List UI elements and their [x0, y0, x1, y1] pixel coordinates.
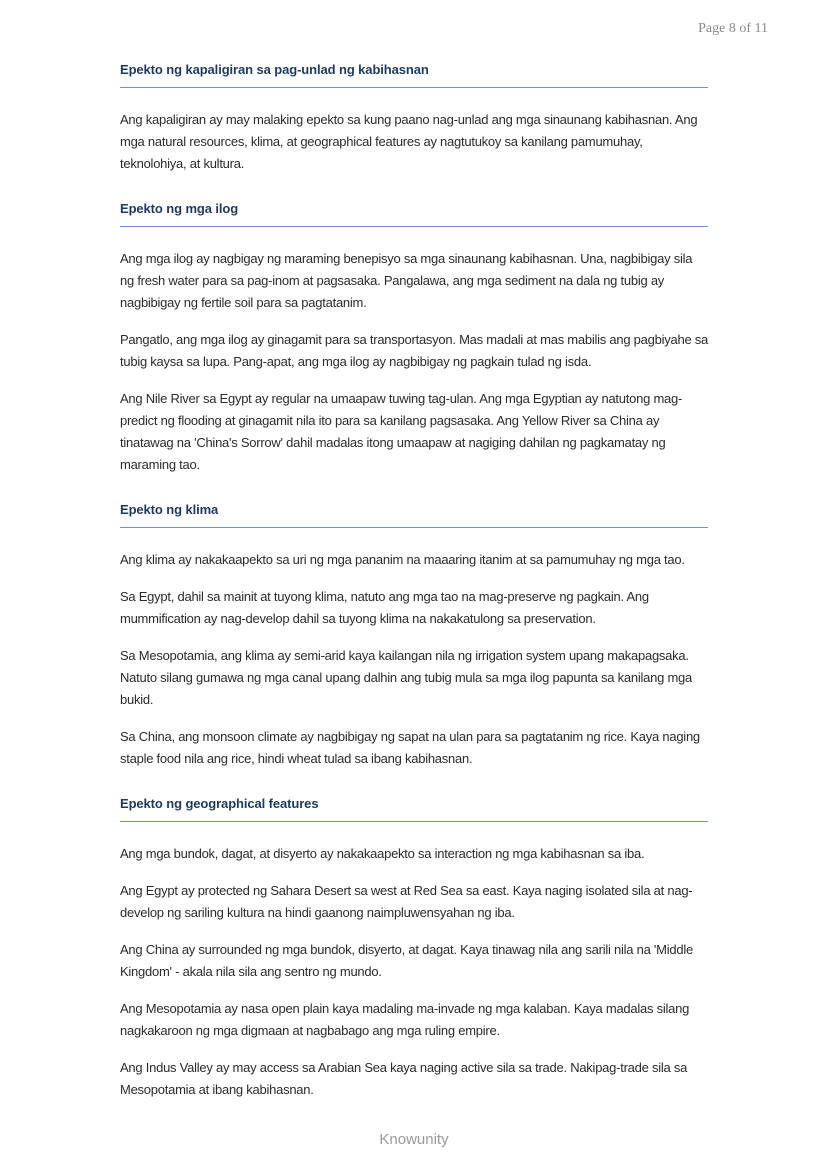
paragraph: Ang Egypt ay protected ng Sahara Desert sa west at Red Sea sa east. Kaya naging isolated sila at nag-develop ng sariling kultura na hindi gaanong naimpluwensyahan ng iba. [120, 883, 693, 920]
section [120, 201, 708, 476]
paragraph: Sa Egypt, dahil sa mainit at tuyong klima, natuto ang mga tao na mag-preserve ng pagkain. Ang mummification ay nag-develop dahil sa tuyong klima na nakakatulong sa preservation. [120, 589, 649, 626]
section-heading: Epekto ng geographical features [120, 796, 708, 822]
paragraph: Ang China ay surrounded ng mga bundok, disyerto, at dagat. Kaya tinawag nila ang sarili nila na 'Middle Kingdom' - akala nila sila ang sentro ng mundo. [120, 942, 693, 979]
section-heading: Epekto ng kapaligiran sa pag-unlad ng kabihasnan [120, 62, 708, 88]
document-content [120, 62, 708, 1101]
section [120, 796, 708, 1101]
paragraph: Ang kapaligiran ay may malaking epekto sa kung paano nag-unlad ang mga sinaunang kabihasnan. Ang mga natural resources, klima, at geographical features ay nagtutukoy sa kanilang pamumuhay, teknolohiya, at kultura. [120, 112, 698, 171]
paragraph: Ang Mesopotamia ay nasa open plain kaya madaling ma-invade ng mga kalaban. Kaya madalas silang nagkakaroon ng mga digmaan at nagbabago ang mga ruling empire. [120, 1001, 690, 1038]
paragraph: Ang klima ay nakakaapekto sa uri ng mga pananim na maaaring itanim at sa pamumuhay ng mga tao. [120, 552, 685, 567]
footer-brand: Knowunity [379, 1131, 449, 1148]
paragraph: Ang Indus Valley ay may access sa Arabian Sea kaya naging active sila sa trade. Nakipag-trade sila sa Mesopotamia at ibang kabihasnan. [120, 1060, 688, 1097]
section-heading: Epekto ng klima [120, 502, 708, 528]
paragraph: Ang mga bundok, dagat, at disyerto ay nakakaapekto sa interaction ng mga kabihasnan sa iba. [120, 846, 645, 861]
paragraph: Sa Mesopotamia, ang klima ay semi-arid kaya kailangan nila ng irrigation system upang makapagsaka. Natuto silang gumawa ng mga canal upang dalhin ang tubig mula sa mga ilog papunta sa kanilang mga bukid. [120, 648, 692, 707]
paragraph: Sa China, ang monsoon climate ay nagbibigay ng sapat na ulan para sa pagtatanim ng rice. Kaya naging staple food nila ang rice, hindi wheat tulad sa ibang kabihasnan. [120, 729, 700, 766]
section [120, 502, 708, 770]
page-number: Page 8 of 11 [698, 21, 768, 36]
section-heading: Epekto ng mga ilog [120, 201, 708, 227]
section [120, 62, 708, 175]
paragraph: Ang mga ilog ay nagbigay ng maraming benepisyo sa mga sinaunang kabihasnan. Una, nagbibigay sila ng fresh water para sa pag-inom at pagsasaka. Pangalawa, ang mga sediment na dala ng tubig ay nagbibigay ng fertile soil para sa pagtatanim. [120, 251, 693, 310]
paragraph: Pangatlo, ang mga ilog ay ginagamit para sa transportasyon. Mas madali at mas mabilis ang pagbiyahe sa tubig kaysa sa lupa. Pang-apat, ang mga ilog ay nagbibigay ng pagkain tulad ng isda. [120, 332, 709, 369]
paragraph: Ang Nile River sa Egypt ay regular na umaapaw tuwing tag-ulan. Ang mga Egyptian ay natutong mag-predict ng flooding at ginagamit nila ito para sa kanilang pagsasaka. Ang Yellow River sa China ay tinatawag na 'China's Sorrow' dahil madalas itong umaapaw at nagiging dahilan ng pagkamatay ng maraming tao. [120, 391, 683, 472]
